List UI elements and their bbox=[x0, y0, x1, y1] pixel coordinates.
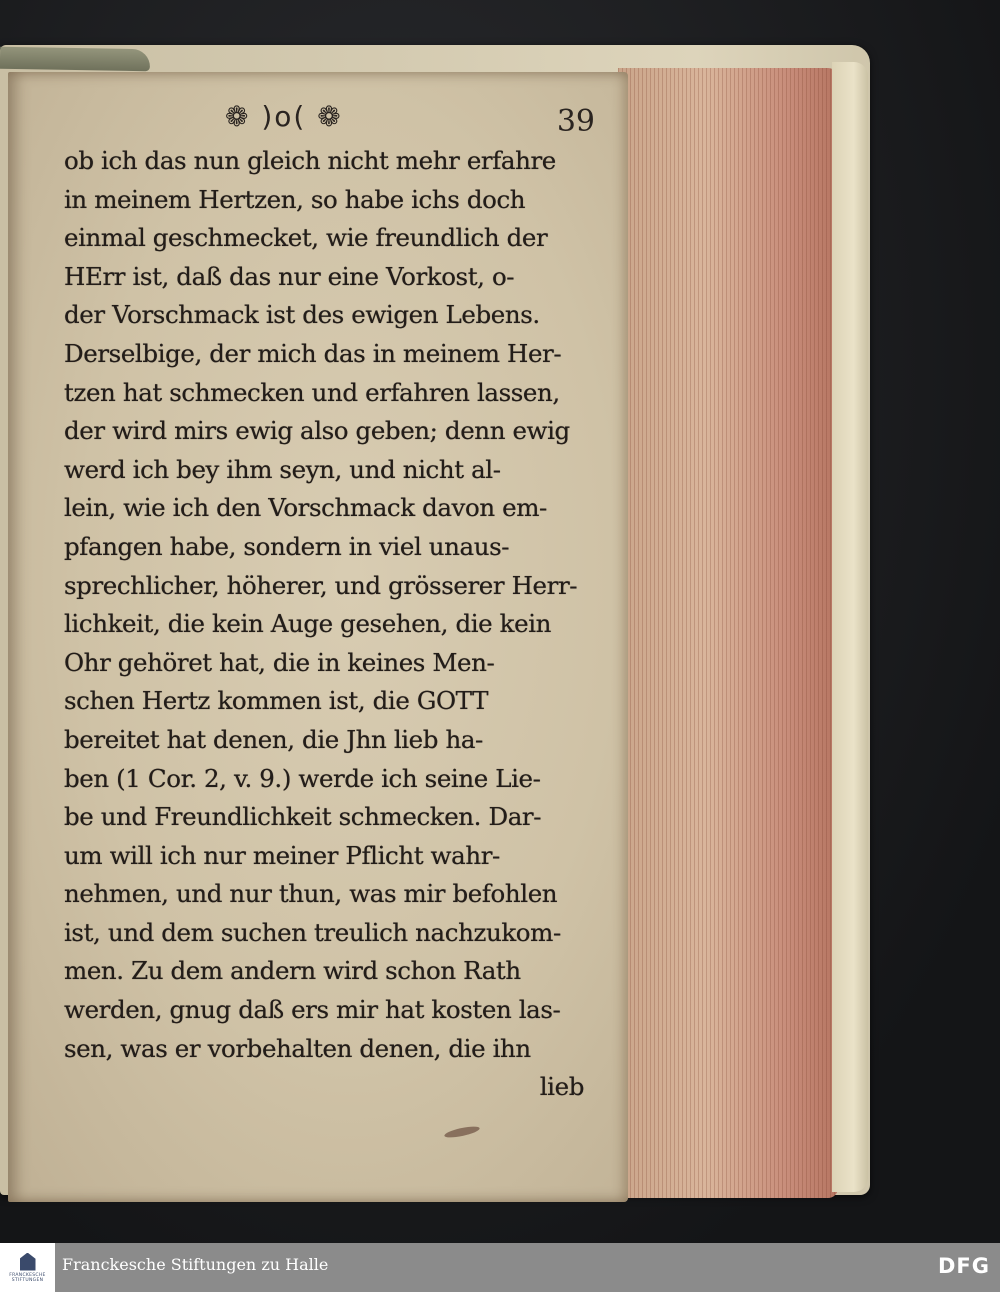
institution-link[interactable]: Franckesche Stiftungen zu Halle bbox=[62, 1255, 329, 1274]
text-line: lein, wie ich den Vorschmack davon em- bbox=[64, 493, 547, 523]
page-header bbox=[225, 100, 595, 140]
catchword: lieb bbox=[539, 1072, 584, 1102]
text-line: werd ich bey ihm seyn, und nicht al- bbox=[64, 454, 501, 484]
text-line: ob ich das nun gleich nicht mehr erfahre bbox=[64, 146, 556, 175]
text-line: schen Hertz kommen ist, die GOTT bbox=[64, 686, 489, 716]
logo-text: FRANCKESCHE STIFTUNGEN bbox=[9, 1272, 46, 1283]
text-line: werden, gnug daß ers mir hat kosten las- bbox=[64, 995, 561, 1025]
ribbon-bookmark bbox=[0, 47, 150, 72]
text-line: Ohr gehöret hat, die in keines Men- bbox=[64, 647, 495, 677]
text-line: der wird mirs ewig also geben; denn ewig bbox=[64, 416, 570, 446]
text-line: tzen hat schmecken und erfahren lassen, bbox=[64, 377, 560, 407]
dfg-logo[interactable]: DFG bbox=[937, 1254, 990, 1278]
text-line: sen, was er vorbehalten denen, die ihn bbox=[64, 1033, 531, 1063]
page-fore-edge bbox=[618, 68, 838, 1198]
text-line: bereitet hat denen, die Jhn lieb ha- bbox=[64, 724, 483, 754]
franckesche-stiftungen-logo[interactable] bbox=[0, 1243, 55, 1292]
ink-stain bbox=[444, 1124, 481, 1139]
viewer-footer bbox=[0, 1243, 1000, 1292]
text-block bbox=[64, 142, 584, 1107]
text-line: men. Zu dem andern wird schon Rath bbox=[64, 956, 521, 986]
header-ornament: ❁ )o( ❁ bbox=[225, 100, 343, 133]
building-icon bbox=[20, 1253, 36, 1271]
text-line: pfangen habe, sondern in viel unaus- bbox=[64, 531, 510, 561]
page-number: 39 bbox=[556, 104, 595, 139]
text-line: einmal geschmecket, wie freundlich der bbox=[64, 223, 548, 253]
binding-edge bbox=[832, 62, 868, 1192]
text-line: HErr ist, daß das nur eine Vorkost, o- bbox=[64, 261, 515, 291]
text-line: nehmen, und nur thun, was mir befohlen bbox=[64, 879, 558, 909]
text-line: Derselbige, der mich das in meinem Her- bbox=[64, 338, 562, 368]
text-line: ist, und dem suchen treulich nachzukom- bbox=[64, 917, 561, 947]
text-line: sprechlicher, höherer, und grösserer Herr- bbox=[64, 570, 578, 600]
text-line: be und Freundlichkeit schmecken. Dar- bbox=[64, 802, 542, 832]
text-line: in meinem Hertzen, so habe ichs doch bbox=[64, 184, 526, 214]
text-line: lichkeit, die kein Auge gesehen, die kein bbox=[64, 609, 552, 639]
text-line: der Vorschmack ist des ewigen Lebens. bbox=[64, 300, 540, 330]
text-line: um will ich nur meiner Pflicht wahr- bbox=[64, 840, 500, 870]
text-line: ben (1 Cor. 2, v. 9.) werde ich seine Lie- bbox=[64, 763, 541, 793]
